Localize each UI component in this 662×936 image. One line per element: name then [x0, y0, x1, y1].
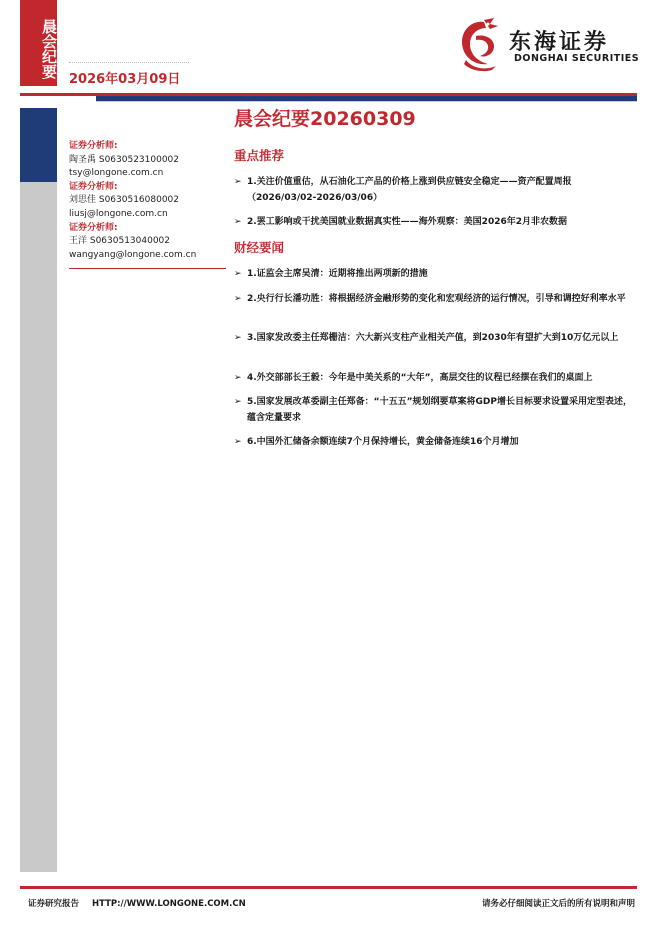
footer-disclaimer: 请务必仔细阅读正文后的所有说明和声明 [481, 899, 635, 909]
arrow-bullet-icon: ➢ [234, 437, 242, 447]
side-tab [20, 0, 57, 86]
section-heading-key-picks: 重点推荐 [234, 148, 285, 163]
logo-wordmark-cn: 东海证券 [509, 30, 610, 55]
arrow-bullet-icon: ➢ [234, 333, 242, 343]
analyst-entry [69, 222, 229, 263]
analyst-entry [69, 181, 229, 222]
analyst-label: 证券分析师: [69, 181, 118, 192]
list-item[interactable] [234, 370, 638, 386]
list-item-text: 2.央行行长潘功胜：将根据经济金融形势的变化和宏观经济的运行情况，引导和调控好利率水平 [247, 294, 626, 304]
page-title: 晨会纪要20260309 [234, 108, 416, 130]
list-item[interactable] [234, 330, 638, 346]
logo-wordmark-en: DONGHAI SECURITIES [514, 53, 640, 64]
header-rule-gray [96, 101, 637, 102]
list-item[interactable] [234, 266, 638, 282]
arrow-bullet-icon: ➢ [234, 217, 242, 227]
list-item[interactable] [234, 291, 638, 307]
report-date: 2026年03月09日 [69, 72, 181, 87]
list-item-text: 3.国家发改委主任郑栅洁：六大新兴支柱产业相关产值，到2030年有望扩大到10万亿元以上 [247, 333, 619, 343]
arrow-bullet-icon: ➢ [234, 177, 242, 187]
list-item-text: 1.关注价值重估，从石油化工产品的价格上涨到供应链安全稳定——资产配置周报（2026/03/02-2026/03/06） [247, 177, 572, 203]
list-item-text: 2.罢工影响或干扰美国就业数据真实性——海外观察：美国2026年2月非农数据 [247, 217, 567, 227]
analyst-email[interactable]: liusj@longone.com.cn [69, 208, 168, 219]
arrow-bullet-icon: ➢ [234, 294, 242, 304]
date-rule [69, 62, 189, 66]
section-heading-finance-news: 财经要闻 [234, 240, 285, 255]
footer-report-type: 证券研究报告 [28, 899, 80, 909]
list-item[interactable] [234, 434, 638, 450]
analyst-entry [69, 140, 229, 181]
list-item[interactable] [234, 214, 638, 230]
sidebar-accent-block [20, 108, 57, 182]
analyst-email[interactable]: tsy@longone.com.cn [69, 168, 164, 179]
analyst-divider [69, 268, 226, 269]
list-item-text: 4.外交部部长王毅：今年是中美关系的“大年”，高层交往的议程已经摆在我们的桌面上 [247, 373, 593, 383]
analyst-email[interactable]: wangyang@longone.com.cn [69, 249, 197, 260]
analyst-list [69, 140, 229, 262]
footer-url-link[interactable]: HTTP://WWW.LONGONE.COM.CN [91, 899, 246, 909]
dragon-logo-icon [454, 16, 502, 72]
analyst-name-id: 刘思佳 S0630516080002 [69, 195, 180, 206]
sidebar-gray-bar [20, 182, 57, 872]
analyst-label: 证券分析师: [69, 141, 118, 151]
analyst-label: 证券分析师: [69, 222, 118, 233]
list-item[interactable] [234, 394, 638, 426]
side-tab-label: 晨会纪要 [40, 19, 58, 79]
list-item-text: 1.证监会主席吴清：近期将推出两项新的措施 [247, 269, 428, 279]
footer-left [28, 897, 246, 909]
analyst-name-id: 陶圣禹 S0630523100002 [69, 154, 180, 165]
list-item[interactable] [234, 174, 638, 206]
arrow-bullet-icon: ➢ [234, 373, 242, 383]
list-item-text: 6.中国外汇储备余额连续7个月保持增长，黄金储备连续16个月增加 [247, 437, 519, 447]
arrow-bullet-icon: ➢ [234, 397, 242, 407]
analyst-name-id: 王洋 S0630513040002 [69, 236, 171, 247]
arrow-bullet-icon: ➢ [234, 269, 242, 279]
list-item-text: 5.国家发展改革委副主任郑备：“十五五”规划纲要草案将GDP增长目标要求设置采用定型表述，蕴含定量要求 [247, 397, 632, 423]
footer-rule [20, 886, 637, 889]
